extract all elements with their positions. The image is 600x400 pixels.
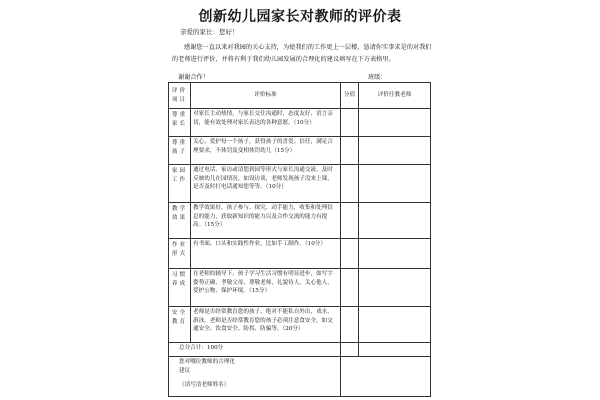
- suggestion-label: 您对哪位教师的合理化建议: [179, 359, 235, 374]
- row-standard: 对家长主动热情，与家长交往沟通时，态度友好、语言亲切，能有效处理对家长表达的各种意愿。（10分）: [191, 109, 341, 137]
- row-item: 作业形式: [169, 239, 191, 269]
- row-teacher-cell[interactable]: [359, 239, 431, 269]
- row-score-cell[interactable]: [341, 109, 359, 137]
- row-score-cell[interactable]: [341, 307, 359, 343]
- row-item: 尊重家长: [169, 109, 191, 137]
- header-score: 分值: [341, 83, 359, 109]
- row-standard: 通过电话、家访或请您到园等形式与家长沟通交流，及时反映幼儿在园情况。如设访谈，老师发现孩子没来上课，是否及时打电话通知您等等。（10分）: [191, 165, 341, 203]
- table-row: [169, 239, 431, 269]
- row-score-cell[interactable]: [341, 203, 359, 239]
- row-score-cell[interactable]: [341, 165, 359, 203]
- row-standard: 有书面、口头和实践性作业，比如手工制作。（10分）: [191, 239, 341, 269]
- row-teacher-cell[interactable]: [359, 137, 431, 165]
- row-standard: 在老师的辅导下，孩子学习生活习惯有明显进步，如写字姿势正确、孝敬父母、尊敬老师，礼貌待人，关心他人，爱护公物、保护环境。（15分）: [191, 269, 341, 307]
- class-label: 班级：: [368, 74, 387, 81]
- row-teacher-cell[interactable]: [359, 269, 431, 307]
- row-score-cell[interactable]: [341, 137, 359, 165]
- row-item: 家园工作: [169, 165, 191, 203]
- evaluation-form-page: [160, 0, 440, 400]
- total-row: [169, 343, 431, 357]
- greeting: 亲爱的家长：您好！: [180, 28, 239, 36]
- row-standard: 教学效果好，孩子参与、探究、动手能力，收集和处理信息的能力，获取新知识的能力以及合作交流的能力有提高。（15分）: [191, 203, 341, 239]
- thanks-text: 谢谢合作！: [178, 74, 209, 81]
- row-score-cell[interactable]: [341, 269, 359, 307]
- row-item: 安全教育: [169, 307, 191, 343]
- table-row: [169, 109, 431, 137]
- page-title: 创新幼儿园家长对教师的评价表: [198, 9, 402, 25]
- row-item: 习惯养成: [169, 269, 191, 307]
- row-teacher-cell[interactable]: [359, 109, 431, 137]
- row-teacher-cell[interactable]: [359, 203, 431, 239]
- suggestion-row: [169, 357, 431, 397]
- row-standard: 关心、爱护每一个孩子，获得孩子的喜爱、信任，满足合理要求，不体罚及变相体罚幼儿（15分）: [191, 137, 341, 165]
- table-row: [169, 269, 431, 307]
- header-standard: 评价标准: [191, 83, 341, 109]
- evaluation-table: [168, 82, 431, 397]
- row-item: 尊重孩子: [169, 137, 191, 165]
- row-item: 教学效果: [169, 203, 191, 239]
- header-item: 评价项目: [169, 83, 191, 109]
- row-teacher-cell[interactable]: [359, 165, 431, 203]
- intro-paragraph: 感谢您一直以来对我园的关心支持，为使我们的工作更上一层楼，恳请你实事求是的对我们的老师进行评价，并将有利于我们幼儿园发展的合理化的建议填写在下方表格里。: [172, 44, 432, 63]
- table-header-row: [169, 83, 431, 109]
- suggestion-note: （请写清老师姓名）: [179, 382, 230, 388]
- table-row: [169, 165, 431, 203]
- row-teacher-cell[interactable]: [359, 307, 431, 343]
- table-row: [169, 203, 431, 239]
- row-standard: 老师是否经常教育您的孩子，绝对不能私自外出，戏水，游泳。老师是否经常教育您的孩子必须注意食安全，如交通安全、饮食安全、防拐、防骗等。（20分）: [191, 307, 341, 343]
- suggestion-input-cell[interactable]: [341, 357, 431, 397]
- table-row: [169, 307, 431, 343]
- table-row: [169, 137, 431, 165]
- suggestion-label-cell: [169, 357, 341, 397]
- header-teacher: 评价任教老师: [359, 83, 431, 109]
- total-score: 总分合计：100分: [169, 343, 341, 357]
- row-score-cell[interactable]: [341, 239, 359, 269]
